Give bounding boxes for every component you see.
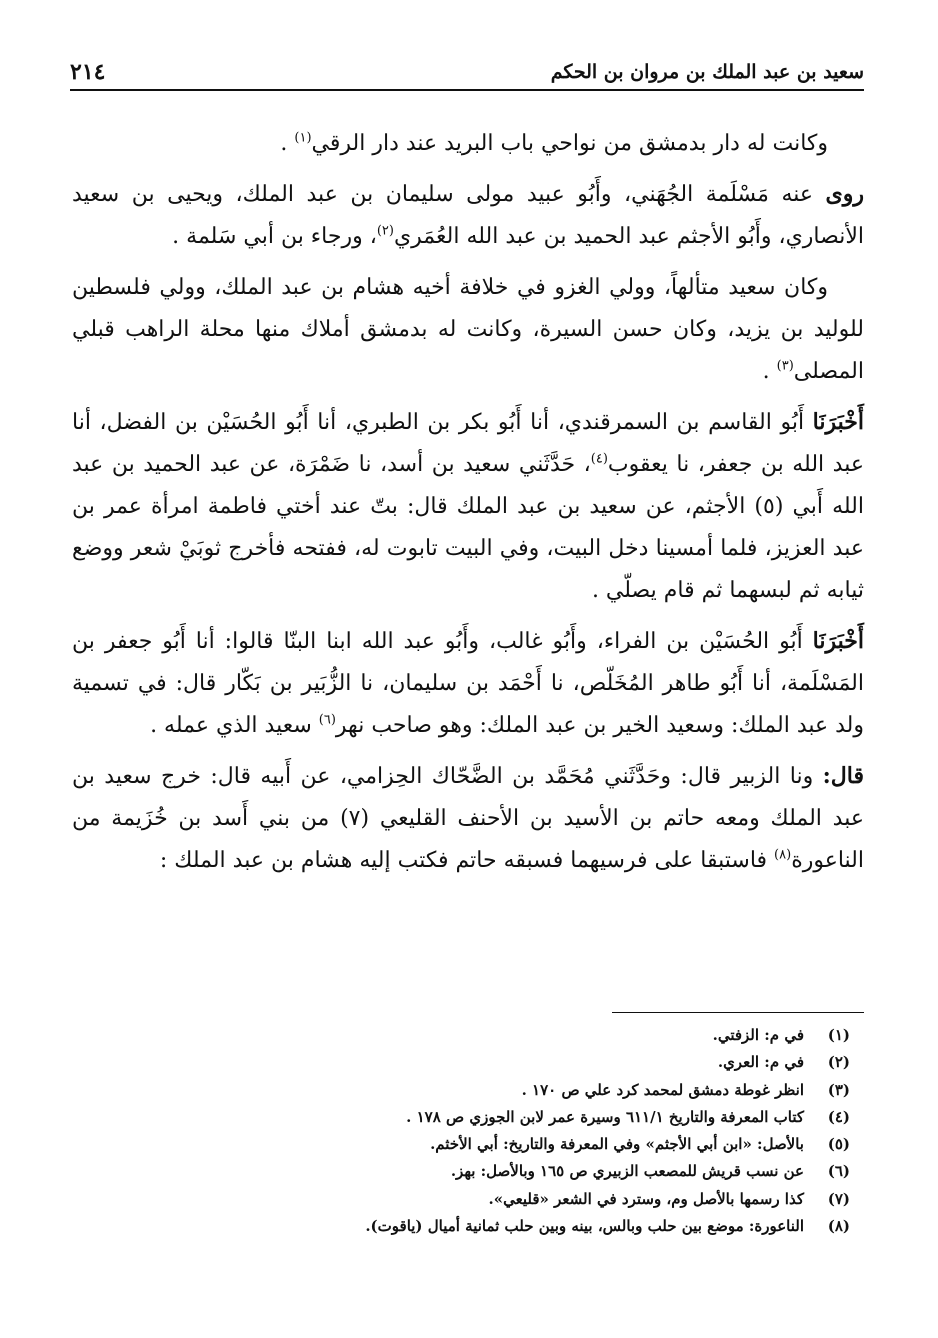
- running-title: سعيد بن عبد الملك بن مروان بن الحكم: [550, 61, 864, 83]
- footnote-item: [100, 1077, 850, 1104]
- footnote-text: في م: الزفتي.: [712, 1026, 804, 1044]
- paragraph: [72, 266, 864, 393]
- footnote-number: (٣): [827, 1080, 850, 1099]
- footnote-number: (٧): [827, 1189, 850, 1208]
- paragraph-lead: روى: [825, 181, 864, 207]
- footnote-divider: [612, 1012, 864, 1013]
- footnote-ref[interactable]: (٦): [318, 712, 336, 728]
- footnote-item: [100, 1186, 850, 1213]
- footnote-ref[interactable]: (٤): [590, 451, 608, 467]
- footnote-item: [100, 1131, 850, 1158]
- paragraph-text: وكان سعيد متألهاً، وولي الغزو في خلافة أخيه هشام بن عبد الملك، وولي فلسطين للوليد بن يزيد، وكان حسن السيرة، وكانت له بدمشق أملاك منها محلة الراهب قبلي المصلى: [72, 275, 864, 384]
- paragraph-lead: قال:: [822, 763, 864, 789]
- footnote-ref[interactable]: (٢): [376, 223, 394, 239]
- paragraph-tail: ، حَدَّثَني سعيد بن أسد، نا ضَمْرَة، عن عبد الحميد بن عبد الله أَبي (٥) الأجثم، عن سعيد بن عبد الملك قال: بتّ عند أختي فاطمة امرأة عمر بن عبد العزيز، فلما أمسينا دخل البيت، وفي البيت تابوت له، ففتحه فأخرج ثوبَيْ شعر ووضع ثيابه ثم لبسهما ثم قام يصلّي .: [72, 452, 865, 603]
- footnote-text: كذا رسمها بالأصل وم، وسترد في الشعر «قليعي».: [488, 1189, 804, 1208]
- footnote-text: في م: العري.: [717, 1053, 804, 1072]
- paragraph-text: ونا الزبير قال: وحَدَّثَني مُحَمَّد بن الضَّحّاك الحِزامي، عن أَبيه قال: خرج سعيد بن عبد الملك ومعه حاتم بن الأسيد بن الأحنف القليعي (٧) من بني أَسد بن خُزَيمة من الناعورة: [72, 764, 864, 873]
- footnote-number: (٢): [827, 1053, 850, 1072]
- footnote-item: [100, 1104, 850, 1131]
- footnote-ref[interactable]: (٨): [774, 847, 792, 863]
- footnote-item: [100, 1049, 850, 1076]
- paragraph: [72, 620, 864, 747]
- paragraph-lead: أَخْبَرَنَا: [812, 628, 864, 654]
- paragraph-tail: سعيد الذي عمله .: [150, 713, 319, 738]
- page-number: ٢١٤: [70, 59, 106, 85]
- paragraph-text: أَبُو القاسم بن السمرقندي، أنا أَبُو بكر بن الطبري، أنا أَبُو الحُسَيْن بن الفضل، أنا عبد الله بن جعفر، نا يعقوب: [72, 410, 864, 477]
- footnote-text: بالأصل: «ابن أبي الأجثم» وفي المعرفة والتاريخ: أبي الأخثم.: [430, 1135, 804, 1154]
- paragraph-tail: ، ورجاء بن أبي سَلمة .: [172, 224, 377, 249]
- footnote-number: (٨): [827, 1217, 850, 1236]
- page-header: [70, 55, 864, 91]
- footnote-number: (٥): [827, 1135, 850, 1154]
- paragraph-tail: فاستبقا على فرسيهما فسبقه حاتم فكتب إليه هشام بن عبد الملك :: [159, 848, 775, 873]
- footnote-text: كتاب المعرفة والتاريخ ٦١١/١ وسيرة عمر لابن الجوزي ص ١٧٨ .: [406, 1107, 804, 1126]
- footnote-ref[interactable]: (١): [294, 130, 312, 146]
- footnote-number: (١): [827, 1026, 850, 1044]
- paragraph: [72, 173, 864, 258]
- paragraph-text: وكانت له دار بدمشق من نواحي باب البريد عند دار الرقي: [311, 131, 828, 156]
- footnote-ref[interactable]: (٣): [776, 358, 794, 374]
- paragraph: [72, 122, 864, 165]
- paragraph-text: أَبُو الحُسَيْن بن الفراء، وأَبُو غالب، وأَبُو عبد الله ابنا البنّا قالوا: أنا أَبُو جعفر بن المَسْلَمة، أنا أَبُو طاهر المُخَلّص، نا أَحْمَد بن سليمان، نا الزُّبَير بن بَكّار قال: في تسمية ولد عبد الملك: وسعيد الخير بن عبد الملك: وهو صاحب نهر: [72, 629, 864, 738]
- footnote-text: عن نسب قريش للمصعب الزبيري ص ١٦٥ وبالأصل: بهز.: [450, 1162, 804, 1181]
- paragraph-tail: .: [280, 131, 295, 156]
- paragraph: [72, 401, 864, 612]
- footnotes: [100, 1022, 850, 1240]
- footnote-item: [100, 1158, 850, 1185]
- footnote-item: [100, 1022, 850, 1049]
- footnote-item: [100, 1213, 850, 1240]
- main-text: [72, 122, 864, 890]
- footnote-text: الناعورة: موضع بين حلب وبالس، بينه وبين حلب ثمانية أميال (ياقوت).: [365, 1217, 804, 1236]
- footnote-number: (٦): [827, 1162, 850, 1181]
- footnote-number: (٤): [827, 1107, 850, 1126]
- paragraph: [72, 755, 864, 882]
- paragraph-tail: .: [762, 359, 777, 384]
- footnote-text: انظر غوطة دمشق لمحمد كرد علي ص ١٧٠ .: [521, 1080, 804, 1099]
- paragraph-lead: أَخْبَرَنَا: [812, 409, 864, 435]
- paragraph-text: عنه مَسْلَمة الجُهَني، وأَبُو عبيد مولى سليمان بن عبد الملك، ويحيى بن سعيد الأنصاري، وأَبُو الأجثم عبد الحميد بن عبد الله العُمَري: [72, 182, 864, 249]
